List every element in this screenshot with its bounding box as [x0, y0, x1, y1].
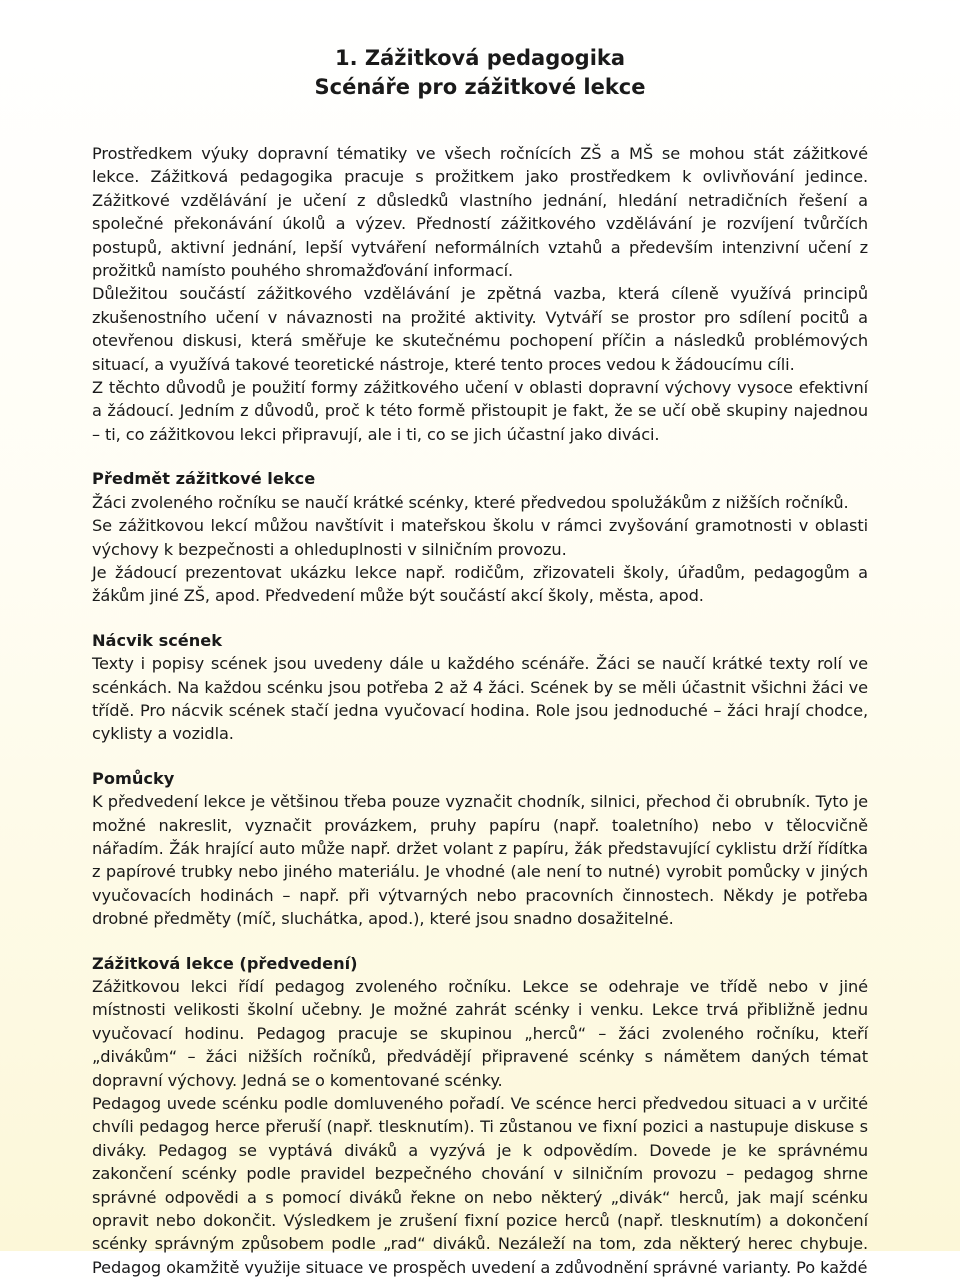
title-line-1: 1. Zážitková pedagogika — [334, 46, 626, 70]
section-paragraph: Žáci zvoleného ročníku se naučí krátké scénky, které předvedou spolužákům z nižších ročníků. — [92, 492, 849, 512]
section-paragraph: Se zážitkovou lekcí můžou navštívit i mateřskou školu v rámci zvyšování gramotnosti v oblasti výchovy k bezpečnosti a ohleduplnosti v silničním provozu. — [92, 516, 868, 559]
title-line-2: Scénáře pro zážitkové lekce — [314, 75, 646, 99]
section-heading: Zážitková lekce (předvedení) — [92, 953, 358, 973]
section-nacvik — [92, 629, 868, 746]
section-lekce — [92, 952, 868, 1279]
section-paragraph: Texty i popisy scének jsou uvedeny dále u každého scénáře. Žáci se naučí krátké texty rolí ve scénkách. Na každou scénku jsou potřeba 2 až 4 žáci. Scének by se měli účastnit všichni žáci ve třídě. Pro nácvik scének stačí jedna vyučovací hodina. Role jsou jednoduché – žáci hrají chodce, cyklisty a vozidla. — [92, 654, 868, 744]
section-heading: Předmět zážitkové lekce — [92, 469, 316, 489]
page-title — [92, 44, 868, 102]
section-paragraph: Zážitkovou lekci řídí pedagog zvoleného ročníku. Lekce se odehraje ve třídě nebo v jiné místnosti velikosti školní učebny. Je možné zahrát scénky i venku. Lekce trvá přibližně jednu vyučovací hodinu. Pedagog pracuje se skupinou „herců“ – žáci zvoleného ročníku, kteří „divákům“ – žáci nižších ročníků, předvádějí připravené scénky s námětem daných témat dopravní výchovy. Jedná se o komentované scénky. — [92, 977, 868, 1090]
section-paragraph: K předvedení lekce je většinou třeba pouze vyznačit chodník, silnici, přechod či obrubník. Tyto je možné nakreslit, vyznačit provázkem, pruhy papíru (např. toaletního) nebo v tělocvičně nářadím. Žák hrající auto může např. držet volant z papíru, žák představující cyklistu drží řídítka z papírové trubky nebo jiného materiálu. Je vhodné (ale není to nutné) vyrobit pomůcky v jiných vyučovacích hodinách – např. při výtvarných nebo pracovních činnostech. Někdy je potřeba drobné předměty (míč, sluchátka, apod.), které jsou snadno dosažitelné. — [92, 792, 868, 929]
intro-paragraph: Důležitou součástí zážitkového vzdělávání je zpětná vazba, která cíleně využívá principů zkušenostního učení v návaznosti na prožité aktivity. Vytváří se prostor pro sdílení pocitů a otevřenou diskusi, která směřuje ke skutečnému pochopení příčin a následků problémových situací, a využívá takové teoretické nástroje, které tento proces vedou k žádoucímu cíli. — [92, 284, 868, 374]
intro-paragraph: Z těchto důvodů je použití formy zážitkového učení v oblasti dopravní výchovy vysoce efektivní a žádoucí. Jedním z důvodů, proč k této formě přistoupit je fakt, že se učí obě skupiny najednou – ti, co zážitkovou lekci připravují, ale i ti, co se jich účastní jako diváci. — [92, 378, 868, 444]
section-heading: Pomůcky — [92, 768, 175, 788]
section-predmet — [92, 467, 868, 607]
section-paragraph: Pedagog uvede scénku podle domluveného pořadí. Ve scénce herci předvedou situaci a v určité chvíli pedagog herce přeruší (např. tlesknutím). Ti zůstanou ve fixní pozici a nastupuje diskuse s diváky. Pedagog se vyptává diváků a vyzývá je k odpovědím. Dovede je ke správnému zakončení scénky podle pravidel bezpečného chování v silničním provozu – pedagog shrne správné odpovědi a s pomocí diváků řekne on nebo některý „divák“ herců, jak mají scénku opravit nebo dokončit. Výsledkem je zrušení fixní pozice herců (např. tlesknutím) a dokončení scénky správným způsobem podle „rad“ diváků. Nezáleží na tom, zda některý herec chybuje. Pedagog okamžitě využije situace ve prospěch uvedení a zdůvodnění správné varianty. Po každé — [92, 1094, 868, 1277]
section-pomucky — [92, 767, 868, 931]
intro-paragraph: Prostředkem výuky dopravní tématiky ve všech ročnících ZŠ a MŠ se mohou stát zážitkové lekce. Zážitková pedagogika pracuje s prožitkem jako prostředkem k ovlivňování jedince. Zážitkové vzdělávání je učení z důsledků vlastního jednání, hledání netradičních řešení a společné překonávání úkolů a výzev. Předností zážitkového vzdělávání je rozvíjení tvůrčích postupů, aktivní jednání, lepší vytváření neformálních vztahů a především intenzivní učení z prožitků namísto pouhého shromažďování informací. — [92, 144, 868, 281]
intro-section — [92, 142, 868, 446]
section-heading: Nácvik scének — [92, 630, 223, 650]
section-paragraph: Je žádoucí prezentovat ukázku lekce např. rodičům, zřizovateli školy, úřadům, pedagogům a žákům jiné ZŠ, apod. Předvedení může být součástí akcí školy, města, apod. — [92, 562, 868, 606]
